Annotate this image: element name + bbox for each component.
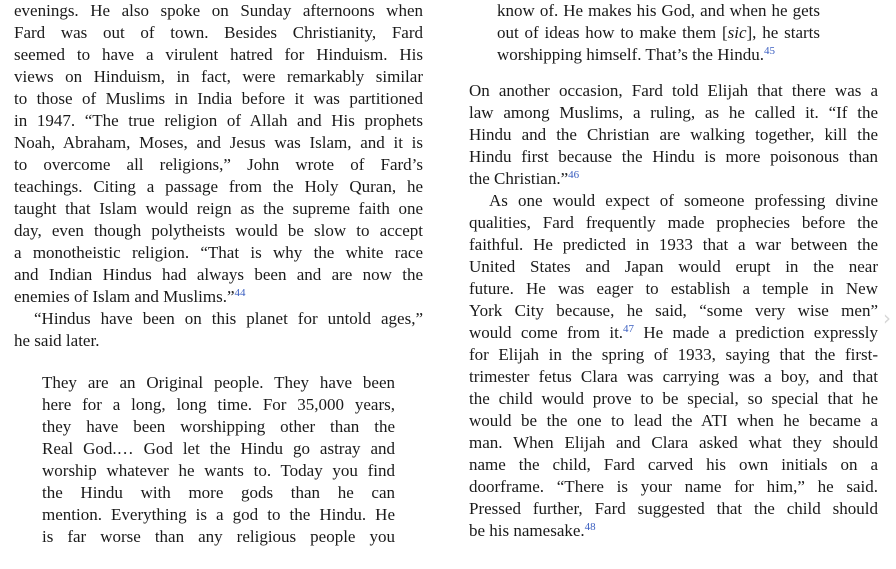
text-line: law among Muslims, a ruling, as he called it. “If the [469, 103, 878, 122]
quote-line: Real God.… God let the Hindu go astray and [42, 439, 395, 458]
text-line: in 1947. “The true religion of Allah and His prophets [14, 111, 423, 130]
text-line: the child would prove to be special, so special that he [469, 389, 878, 408]
quote-line: here for a long, long time. For 35,000 years, [42, 395, 395, 414]
text-line: taught that Islam would reign as the supreme faith one [14, 199, 423, 218]
footnote-ref-44[interactable]: 44 [234, 287, 246, 299]
text-span: out of ideas how to make them [ [497, 23, 728, 42]
left-paragraph-2 [14, 308, 423, 352]
text-span: enemies of Islam and Muslims.” [14, 287, 235, 306]
text-line: Noah, Abraham, Moses, and Jesus was Islam, and it is [14, 133, 423, 152]
spacer [14, 352, 423, 372]
block-quote-continued [469, 0, 878, 66]
text-line: views on Hinduism, in fact, were remarkably similar [14, 67, 423, 86]
footnote-ref-48[interactable]: 48 [584, 521, 596, 533]
text-line: teachings. Citing a passage from the Holy Quran, he [14, 177, 423, 196]
text-line: and Indian Hindus had always been and are now the [14, 265, 423, 284]
footnote-ref-47[interactable]: 47 [623, 323, 635, 335]
text-span: ], he starts [746, 23, 821, 42]
text-line: evenings. He also spoke on Sunday afternoons when [14, 1, 423, 20]
quote-line: worship whatever he wants to. Today you find [42, 461, 395, 480]
text-line: name the child, Fard carved his own initials on a [469, 455, 878, 474]
text-line: trimester fetus Clara was carrying was a boy, and that [469, 367, 878, 386]
text-line: for Elijah in the spring of 1933, saying that the first- [469, 345, 878, 364]
quote-line: they have been worshipping other than the [42, 417, 395, 436]
text-line: a monotheistic religion. “That is why the white race [14, 243, 423, 262]
text-line: doorframe. “There is your name for him,” he said. [469, 477, 878, 496]
left-paragraph-1 [14, 0, 423, 308]
text-line: seemed to have a virulent hatred for Hinduism. His [14, 45, 423, 64]
text-line: On another occasion, Fard told Elijah that there was a [469, 81, 878, 100]
text-line: faithful. He predicted in 1933 that a war between the [469, 235, 878, 254]
text-line: “Hindus have been on this planet for untold ages,” [34, 309, 423, 328]
sic-emphasis: sic [727, 23, 747, 42]
quote-line: mention. Everything is a god to the Hindu. He [42, 505, 395, 524]
text-line: future. He was eager to establish a temple in New [469, 279, 878, 298]
block-quote [14, 372, 423, 548]
chevron-right-icon[interactable]: › [883, 306, 891, 330]
text-line: Fard was out of town. Besides Christianity, Fard [14, 23, 423, 42]
text-line: Pressed further, Fard suggested that the child should [469, 499, 878, 518]
text-line [14, 286, 423, 308]
right-paragraph-1 [469, 80, 878, 190]
text-line: day, even though polytheists would be slow to accept [14, 221, 423, 240]
text-line: man. When Elijah and Clara asked what they should [469, 433, 878, 452]
footnote-ref-45[interactable]: 45 [763, 45, 775, 57]
right-column [469, 0, 878, 542]
text-span: He made a prediction expressly [634, 323, 878, 342]
quote-line: the Hindu with more gods than he can [42, 483, 395, 502]
quote-line: is far worse than any religious people you [42, 527, 395, 546]
spacer [469, 66, 878, 80]
text-line: qualities, Fard frequently made prophecies before the [469, 213, 878, 232]
quote-line [469, 44, 820, 66]
text-line: to overcome all religions,” John wrote of Fard’s [14, 155, 423, 174]
text-line: Hindu and the Christian are walking together, kill the [469, 125, 878, 144]
text-line [469, 520, 878, 542]
text-line [469, 322, 878, 344]
text-line: he said later. [14, 331, 100, 350]
footnote-ref-46[interactable]: 46 [568, 169, 580, 181]
text-line [469, 168, 878, 190]
text-line: United States and Japan would erupt in the near [469, 257, 878, 276]
text-line: As one would expect of someone professing divine [489, 191, 878, 210]
quote-line [469, 22, 820, 44]
text-span: worshipping himself. That’s the Hindu. [497, 45, 764, 64]
quote-line: know of. He makes his God, and when he gets [497, 1, 820, 20]
right-paragraph-2 [469, 190, 878, 542]
text-span: would come from it. [469, 323, 624, 342]
left-column [14, 0, 423, 548]
text-span: the Christian.” [469, 169, 569, 188]
text-line: York City because, he said, “some very wise men” [469, 301, 878, 320]
quote-line: They are an Original people. They have been [42, 373, 395, 392]
text-line: would be the one to lead the ATI when he became a [469, 411, 878, 430]
text-line: to those of Muslims in India before it was partitioned [14, 89, 423, 108]
text-span: be his namesake. [469, 521, 585, 540]
text-line: Hindu first because the Hindu is more poisonous than [469, 147, 878, 166]
